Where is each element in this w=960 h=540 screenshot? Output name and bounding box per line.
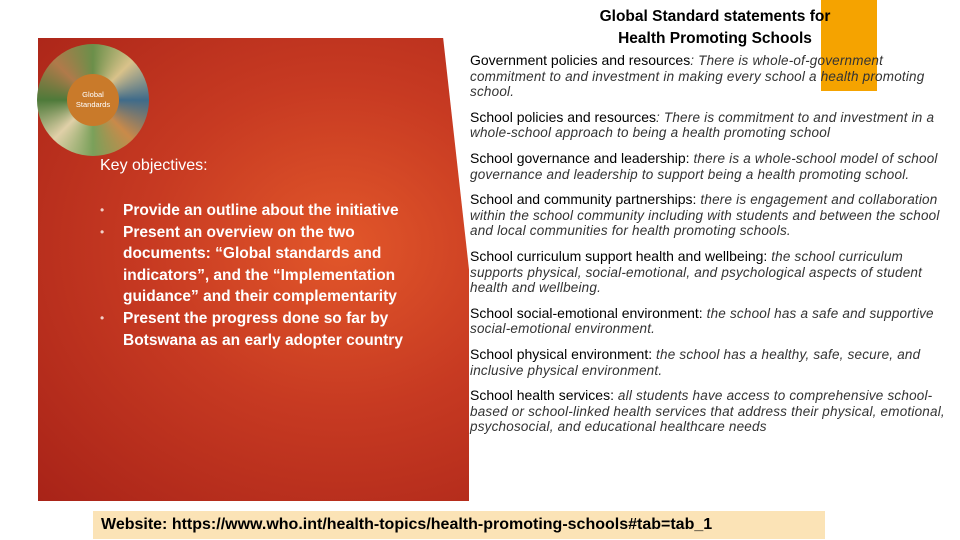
- statement-desc: the school has a healthy, safe, secure, and inclusive physical environment.: [470, 346, 921, 378]
- statement-desc: : There is commitment to and investment in a whole-school approach to being a health promoting school: [470, 109, 935, 141]
- statement-desc: the school curriculum supports physical, social-emotional, and psychological aspects of student health and wellbeing.: [470, 248, 923, 296]
- statement-head: School governance and leadership:: [470, 149, 690, 166]
- website-link[interactable]: Website: https://www.who.int/health-topics/health-promoting-schools#tab=tab_1: [93, 511, 825, 539]
- bullet-icon: •: [100, 310, 105, 325]
- statement-head: School physical environment:: [470, 345, 653, 362]
- bullet-icon: •: [100, 224, 105, 239]
- slide-title: [560, 6, 870, 50]
- logo-center: [67, 74, 119, 126]
- statement-head: School policies and resources: [470, 108, 656, 125]
- objectives-list: [100, 200, 410, 351]
- statement-item: [470, 249, 955, 296]
- title-line-2: Health Promoting Schools: [618, 30, 812, 47]
- logo-text-line-2: Standards: [75, 100, 111, 109]
- global-standards-logo: [37, 44, 149, 156]
- statement-desc: there is engagement and collaboration within the school community including with students and between the school and local communities for health promoting schools.: [470, 192, 940, 239]
- statement-desc: all students have access to comprehensive school-based or school-linked health services that address their physical, emotional, psychosocial, and educational healthcare needs: [470, 388, 945, 435]
- objective-text: Present the progress done so far by Botswana as an early adopter country: [123, 309, 403, 349]
- objective-text: Provide an outline about the initiative: [123, 202, 399, 219]
- statement-head: Government policies and resources: [470, 52, 691, 68]
- objective-text: Present an overview on the two documents: “Global standards and indicators”, and the “Implementation guidance” and their complementarity: [123, 223, 397, 306]
- objective-item: [100, 200, 410, 222]
- statement-desc: : There is whole-of-government commitment to and investment in making every school a health promoting school.: [470, 53, 925, 100]
- statements-list: [470, 53, 955, 445]
- statement-item: [470, 347, 955, 378]
- objective-item: [100, 222, 410, 308]
- statement-item: [470, 306, 955, 337]
- statement-item: [470, 388, 955, 435]
- logo-text-line-1: Global: [82, 90, 104, 99]
- bullet-icon: •: [100, 203, 105, 217]
- statement-item: [470, 53, 955, 100]
- statement-head: School and community partnerships:: [470, 191, 697, 208]
- statement-head: School health services:: [470, 387, 614, 404]
- key-objectives-heading: Key objectives:: [100, 157, 208, 174]
- statement-item: [470, 192, 955, 239]
- statement-item: [470, 151, 955, 182]
- statement-desc: there is a whole-school model of school governance and leadership to support being a health promoting school.: [470, 150, 938, 182]
- statement-head: School social-emotional environment:: [470, 304, 703, 321]
- title-line-1: Global Standard statements for: [599, 8, 831, 25]
- statement-item: [470, 110, 955, 141]
- statement-head: School curriculum support health and wellbeing:: [470, 247, 768, 264]
- objective-item: [100, 308, 410, 351]
- statement-desc: the school has a safe and supportive social-emotional environment.: [470, 305, 934, 337]
